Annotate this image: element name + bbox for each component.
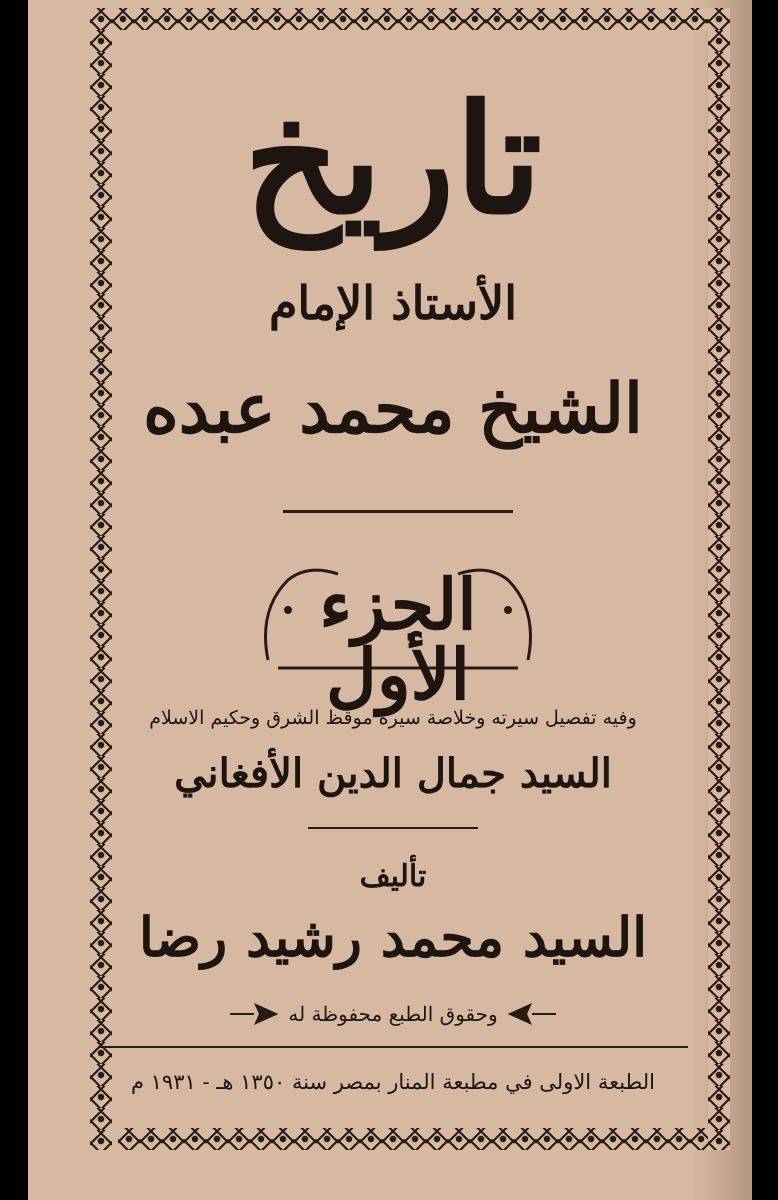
book-title: تاريخ [243, 72, 543, 248]
divider-rule-small [308, 827, 478, 829]
border-bottom [118, 1128, 728, 1150]
part-label: الجزء الأول [319, 563, 477, 716]
ornament-arrow-left-icon [228, 1003, 278, 1025]
part-cartouche [248, 550, 548, 716]
book-cover-page [28, 0, 752, 1200]
author-name: السيد محمد رشيد رضا [138, 905, 648, 969]
subtitle-line-1: الأستاذ الإمام [268, 276, 518, 330]
cover-content [98, 40, 688, 1130]
description-line: وفيه تفصيل سيرته وخلاصة سيرة موقظ الشرق وحكيم الاسلام [149, 707, 637, 729]
rights-text: وحقوق الطبع محفوظة له [288, 1002, 498, 1026]
afghani-name: السيد جمال الدين الأفغاني [174, 750, 612, 797]
border-top [90, 8, 730, 30]
subtitle-line-2: الشيخ محمد عبده [143, 369, 643, 449]
ornament-arrow-right-icon [508, 1003, 558, 1025]
divider-rule [283, 510, 513, 513]
border-right [708, 8, 730, 1150]
rights-row [98, 1002, 688, 1026]
imprint-rule [98, 1046, 688, 1048]
author-label: تأليف [359, 859, 427, 894]
imprint-line: الطبعة الاولى في مطبعة المنار بمصر سنة ١٣٥٠ هـ - ١٩٣١ م [130, 1070, 656, 1094]
